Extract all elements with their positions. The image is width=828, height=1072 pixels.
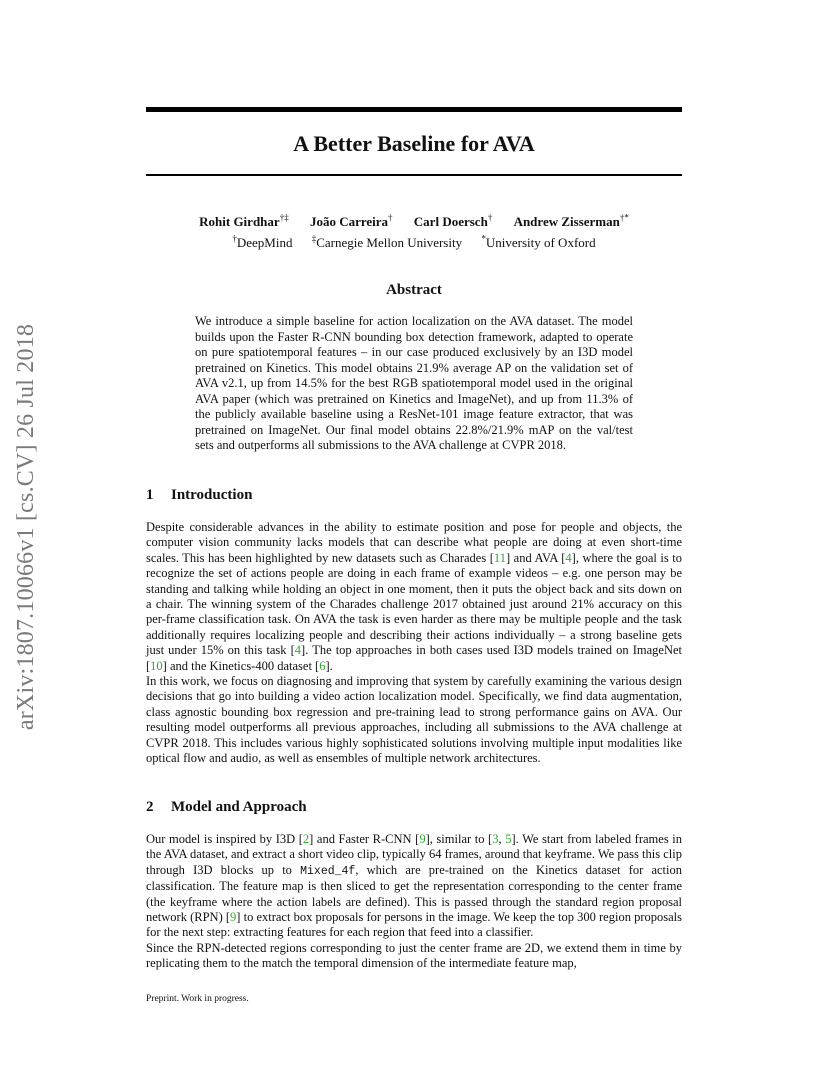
author-block xyxy=(146,210,682,251)
affiliation: ‡Carnegie Mellon University xyxy=(311,233,463,250)
citation-link[interactable]: 6 xyxy=(319,658,326,673)
title-rule-bottom xyxy=(146,174,682,176)
citation-link[interactable]: 11 xyxy=(493,550,506,565)
citation-link[interactable]: 4 xyxy=(565,550,572,565)
footer-note: Preprint. Work in progress. xyxy=(146,994,249,1004)
affiliations xyxy=(146,230,682,250)
citation-link[interactable]: 3 xyxy=(492,832,499,846)
author: Andrew Zisserman†* xyxy=(513,213,629,230)
model-paragraph-2: Since the RPN-detected regions corresponding to just the center frame are 2D, we extend them in time by replicating them to the match the temporal dimension of the intermediate feature map, xyxy=(146,941,682,971)
abstract-text: We introduce a simple baseline for action localization on the AVA dataset. The model builds upon the Faster R-CNN bounding box detection framework, adapted to operate on pure spatiotemporal features – in our case produced exclusively by an I3D model pretrained on Kinetics. This model obtains 21.9% average AP on the validation set of AVA v2.1, up from 14.5% for the best RGB spatiotemporal model used in the original AVA paper (which was pretrained on Kinetics and ImageNet), and up from 11.3% of the publicly available baseline using a ResNet-101 image feature extractor, that was pretrained on ImageNet. Our final model obtains 22.8%/21.9% mAP on the val/test sets and outperforms all submissions to the AVA challenge at CVPR 2018. xyxy=(195,314,633,452)
affiliation: *University of Oxford xyxy=(481,233,596,250)
citation-link[interactable]: 2 xyxy=(302,832,310,846)
section-heading-introduction: 1 Introduction xyxy=(146,487,253,503)
abstract-heading: Abstract xyxy=(386,282,442,298)
citation-link[interactable]: 4 xyxy=(294,643,302,658)
paper-title: A Better Baseline for AVA xyxy=(293,131,535,156)
citation-link[interactable]: 10 xyxy=(150,658,163,673)
citation-link[interactable]: 9 xyxy=(230,910,237,925)
section-heading-model: 2 Model and Approach xyxy=(146,799,307,815)
intro-paragraph-2: In this work, we focus on diagnosing and improving that system by carefully examining the various design decisions that go into building a video action localization model. Specifically, we find data augmentation, class agnostic bounding box regression and pre-training lead to strong performance gains on AVA. Our resulting model outperforms all previous approaches, including all submissions to the AVA challenge at CVPR 2018. This includes various highly sophisticated solutions involving multiple input modalities like optical flow and audio, as well as ensembles of multiple network architectures. xyxy=(146,674,682,766)
title-rule-top xyxy=(146,107,682,112)
citation-link[interactable]: 9 xyxy=(419,832,426,846)
model-paragraph-1: Our model is inspired by I3D [2] and Faster R-CNN [9], similar to [3, 5]. We start from labeled frames in the AVA dataset, and extract a short video clip, typically 64 frames, around that keyframe. We pass this clip through I3D blocks up to Mixed_4f, which are pre-trained on the Kinetics dataset for action classification. The feature map is then sliced to get the representation corresponding to the center frame (the keyframe where the action labels are defined). This is passed through the standard region proposal network (RPN) [9] to extract box proposals for persons in the image. We keep the top 300 region proposals for the next step: extracting features for each region that feed into a classifier. xyxy=(146,832,682,940)
author: Rohit Girdhar†‡ xyxy=(199,213,289,230)
citation-link[interactable]: 5 xyxy=(505,832,512,846)
code-identifier: Mixed_4f xyxy=(300,864,356,878)
affiliation: †DeepMind xyxy=(232,233,293,250)
author: Carl Doersch† xyxy=(413,213,493,230)
arxiv-identifier: arXiv:1807.10066v1 [cs.CV] 26 Jul 2018 xyxy=(13,323,39,731)
author: João Carreira† xyxy=(309,213,393,230)
author-names xyxy=(146,210,682,230)
intro-paragraph-1: Despite considerable advances in the ability to estimate position and pose for people and objects, the computer vision community lacks models that can describe what people are doing at even short-time scales. This has been highlighted by new datasets such as Charades [11] and AVA [4], where the goal is to recognize the set of actions people are doing in each frame of example videos – e.g. one person may be standing and talking while holding an object in one moment, then it puts the object back and sits down on a chair. The winning system of the Charades challenge 2017 obtained just around 21% accuracy on this per-frame classification task. On AVA the task is even harder as there may be multiple people and the task additionally requires localizing people and describing their actions individually – a strong baseline gets just under 15% on this task [4]. The top approaches in both cases used I3D models trained on ImageNet [10] and the Kinetics-400 dataset [6]. xyxy=(146,520,682,673)
